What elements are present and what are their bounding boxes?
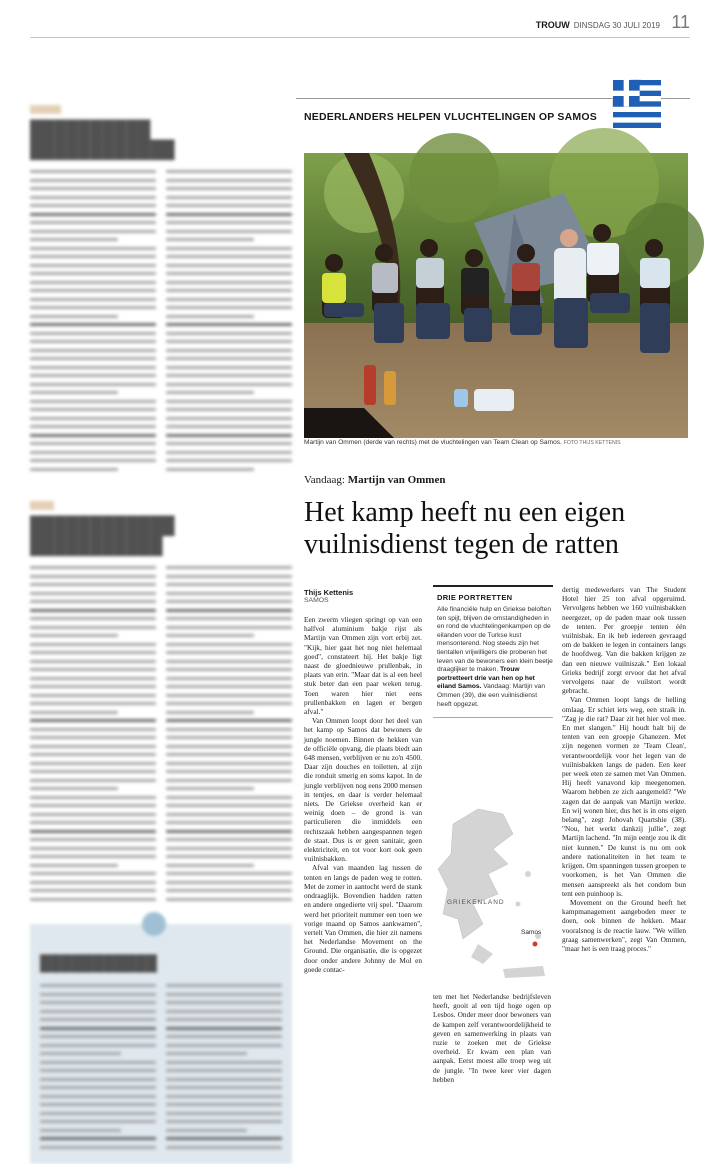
body-column-1 <box>304 615 422 974</box>
series-label <box>304 474 445 486</box>
vandaag-name: Martijn van Ommen <box>347 474 446 486</box>
blurred-tip-box <box>30 924 292 1164</box>
caption-text: Martijn van Ommen (derde van rechts) met de vluchtelingen van Team Clean op Samos. <box>304 439 562 446</box>
info-box <box>433 585 553 718</box>
info-box-body: Alle financiële hulp en Griekse beloften ten spijt, blijven de omstandigheden in en rond de vluchtelingenkampen op de eilanden voor de Turkse kust mensonterend. Nog steeds zijn het tientallen vrijwilligers die proberen het leven van de bewoners een klein beetje draaglijker te maken. <box>437 606 553 674</box>
blurred-kicker <box>30 501 54 510</box>
blurred-article-2 <box>30 494 292 906</box>
body-column-2 <box>433 992 551 1084</box>
blurred-text <box>30 566 292 906</box>
blurred-title: ████████████ ███████████ <box>30 516 175 555</box>
author-name: Thijs Kettenis <box>304 588 354 597</box>
byline <box>304 588 353 604</box>
photo-credit: FOTO THIJS KETTENIS <box>563 440 621 446</box>
blurred-title: ██████████ ████████████ <box>30 120 175 159</box>
paragraph: Afval van maanden lag tussen de tenten en langs de paden weg te rotten. Met de zomer in aantocht werd de stank ondraaglijk. Bovendien hadden ratten en andere ongedierte vrij spel. "Daarom werd het prioriteit nummer een toen we vorige maand op Samos aankwamen", vertelt Van Ommen, die hier zit namens het Nederlandse Movement on the Ground. Die organisatie, die is opgezet door onder andere Johnny de Mol en goede contac- <box>304 863 422 974</box>
info-box-title: DRIE PORTRETTEN <box>437 593 513 602</box>
samos-marker <box>533 942 538 947</box>
vandaag-label: Vandaag: <box>304 474 345 486</box>
header-info <box>536 20 660 30</box>
paragraph: ten met het Nederlandse bedrijfsleven heeft, gooit al een tijd hoge ogen op Lesbos. Onder meer door bewoners van de kampen zelf verantwoordelijkheid te geven en samenwerking in plaats van ruzie te zoeken met de Griekse overheid. Er kwam een plan van aanpak. Eerst moest alle troep weg uit de jungle. "In twee keer vier dagen hebben <box>433 992 551 1084</box>
dateline-location: SAMOS <box>304 597 329 604</box>
blurred-kicker <box>30 105 61 114</box>
issue-date: DINSDAG 30 JULI 2019 <box>573 21 660 30</box>
paragraph: dertig medewerkers van The Student Hotel hier 25 ton afval opgeruimd. Vervolgens hebben we 160 vuilnisbakken neergezet, op de paden maar ook tussen de tenten. Per groepje tenten één vuilnisbak. En ik heb iedereen gevraagd om de bakken te legen in containers langs de hoofdweg. Van die bakken krijgen ze dan een nieuwe vuilniszak." Een lokaal Grieks bedrijf zorgt ervoor dat het afval vervolgens naar de vuilstort wordt gebracht. <box>562 585 686 696</box>
blurred-title: ███████████ <box>40 956 157 972</box>
greek-flag-icon <box>612 79 660 127</box>
paper-name: TROUW <box>535 20 570 30</box>
paragraph: Een zwerm vliegen springt op van een halfvol aluminium bakje rijst als Martijn van Ommen zijn vort erbij zet. "Kijk, hier gaat het nog niet helemaal goed", constateert hij. Het bakje ligt naast de gloednieuwe prullenbak, in plaats van erin. "Maar dat is al een heel stuk beter dan een paar weken terug. Toen waren hier niet eens prullenbakken en lagen er bergen afval." <box>304 615 422 717</box>
main-article <box>296 98 690 1084</box>
map-country-label: GRIEKENLAND <box>447 899 505 906</box>
blurred-article-1 <box>30 98 292 476</box>
paragraph: Van Ommen loopt langs de helling omlaag. Er schiet iets weg, een straik in. "Zag je die rat? Daar zit het hier vol mee. En met slangen." Hij houdt halt bij de tenten van een groepje Ghanezen. Met zijn negenen vormen ze 'Team Clean', verantwoordelijk voor het legen van de vuilnisbakken langs de paden. Een keer per week eten ze samen met Van Ommen. Hij heeft vanavond kip meegenomen. Waarom hebben ze zich aangemeld? "We zagen dat de aanpak van Martijn werkte. En wij wonen hier, dus het is in ons eigen belang", zegt Johovah Quartshie (38). "Nou, het werkt dankzij jullie", zegt Martijn lachend. "In mijn eentje zou ik dit niet kunnen." De kunst is nu om ook andere nationaliteiten in het team te krijgen. Om spanningen tussen groepen te voorkomen, is het Van Ommen die mensen aanspreekt als het condom bun tent een puinhoop is. <box>562 695 686 898</box>
paragraph: Van Ommen loopt door het deel van het kamp op Samos dat bewoners de jungle noemen. Binnen de hekken van de officiële opvang, die plaats biedt aan 648 mensen, verblijven er nu zo'n 4500. Daar zijn douches en toiletten, al zijn die ronduit smerig en soms kapot. In de jungle verblijven nog eens 2000 mensen in tentjes, en daar is verder helemaal niets. De Griekse overheid kan er weinig doen – de grond is van particulieren die inmiddels een rechtszaak hebben aangespannen tegen de staat. Dus is er geen sanitair, geen elektriciteit, en tot voor kort ook geen vuilnisbakken. <box>304 716 422 864</box>
paragraph: Movement on the Ground heeft het kampmanagement aangeboden meer te doen, ook binnen de hekken. Maar vooralsnog is de reactie lauw. "We willen graag samenwerken", zegt Van Ommen, "maar het is een traag proces." <box>562 897 686 953</box>
section-title: NEDERLANDERS HELPEN VLUCHTELINGEN OP SAMOS <box>304 111 597 123</box>
blurred-text <box>40 984 282 1154</box>
page-number: 11 <box>671 12 690 32</box>
article-photo <box>304 153 688 438</box>
greece-map <box>433 754 553 984</box>
page-header <box>30 14 690 38</box>
blurred-badge <box>142 912 166 936</box>
headline: Het kamp heeft nu een eigen vuilnisdienst tegen de ratten <box>304 497 626 560</box>
info-box-text <box>437 606 553 709</box>
map-place-label: Samos <box>521 929 542 936</box>
blurred-sidebar-column <box>30 98 292 1003</box>
info-box-tail: Vandaag: Martijn van Ommen (39), die een vuilnisdienst heeft opgezet. <box>437 683 546 708</box>
blurred-text <box>30 170 292 476</box>
body-column-3 <box>562 585 686 953</box>
info-box-bold: Trouw portretteert drie van hen op het eiland Samos. <box>437 666 535 691</box>
photo-caption <box>304 439 688 446</box>
